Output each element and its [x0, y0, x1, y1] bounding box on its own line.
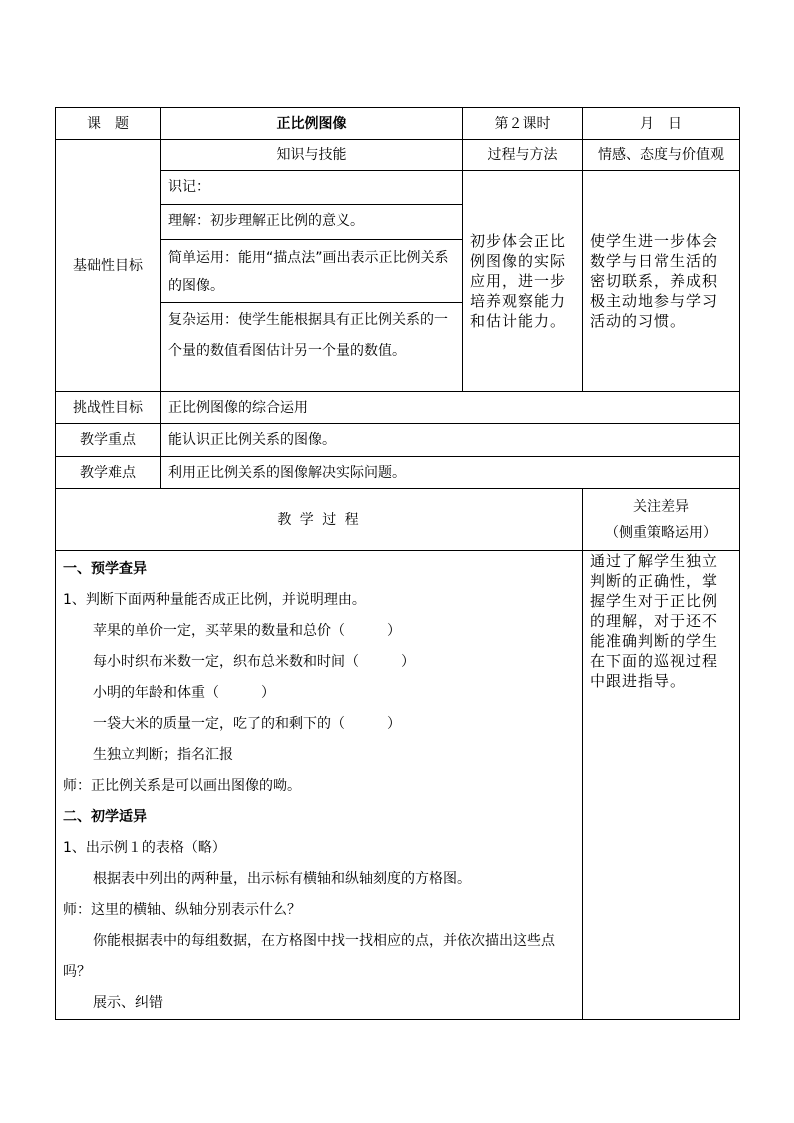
knowledge-item-understand: 理解：初步理解正比例的意义。 [161, 204, 462, 239]
challenge-label: 挑战性目标 [56, 392, 161, 424]
process-body-row [56, 551, 740, 1020]
section1-title: 一、预学查异 [63, 561, 147, 577]
difficulty-row [56, 457, 740, 489]
section1-teacher: 师：正比例关系是可以画出图像的呦。 [63, 778, 301, 794]
lesson-title: 正比例图像 [161, 108, 463, 140]
difficulty-label: 教学难点 [56, 457, 161, 489]
section1-item: 每小时织布米数一定，织布总米数和时间（ ） [93, 654, 415, 670]
section1-question: 1、判断下面两种量能否成正比例，并说明理由。 [63, 592, 366, 608]
key-point-row [56, 424, 740, 457]
knowledge-cell [161, 171, 463, 392]
lesson-label: 课 题 [56, 108, 161, 140]
difficulty-text: 利用正比例关系的图像解决实际问题。 [161, 457, 740, 489]
basic-goals-label: 基础性目标 [56, 140, 161, 392]
lesson-plan-table [55, 107, 740, 1020]
section2-line: 展示、纠错 [93, 995, 163, 1011]
col-emotion: 情感、态度与价值观 [583, 140, 740, 171]
section2-question: 1、出示例１的表格（略） [63, 840, 226, 856]
section1-item: 小明的年龄和体重（ ） [93, 685, 275, 701]
lesson-period: 第２课时 [463, 108, 583, 140]
section1-item: 苹果的单价一定，买苹果的数量和总价（ ） [93, 623, 401, 639]
goal-columns-row [56, 140, 740, 171]
challenge-text: 正比例图像的综合运用 [161, 392, 740, 424]
key-point-label: 教学重点 [56, 424, 161, 457]
knowledge-item-simple: 简单运用：能用“描点法”画出表示正比例关系的图像。 [161, 239, 462, 302]
process-body [56, 551, 583, 1020]
side-header-line1: 关注差异 [633, 498, 689, 515]
section2-line: 根据表中列出的两种量，出示标有横轴和纵轴刻度的方格图。 [93, 871, 471, 887]
col-knowledge: 知识与技能 [161, 140, 463, 171]
side-note: 通过了解学生独立判断的正确性，掌握学生对于正比例的理解，对于还不能准确判断的学生在下面的巡视过程中跟进指导。 [583, 551, 740, 1020]
col-process: 过程与方法 [463, 140, 583, 171]
section2-title: 二、初学适异 [63, 809, 147, 825]
process-title: 教 学 过 程 [56, 489, 583, 551]
header-row [56, 108, 740, 140]
side-header-line2: （侧重策略运用） [605, 524, 717, 541]
section2-teacher: 师：这里的横轴、纵轴分别表示什么？ [63, 902, 301, 918]
process-header-row [56, 489, 740, 551]
process-goal-text: 初步体会正比例图像的实际应用，进一步培养观察能力和估计能力。 [463, 171, 583, 392]
lesson-date: 月 日 [583, 108, 740, 140]
section1-item: 生独立判断；指名汇报 [93, 747, 233, 763]
key-point-text: 能认识正比例关系的图像。 [161, 424, 740, 457]
process-side-header [583, 489, 740, 551]
section2-line: 你能根据表中的每组数据，在方格图中找一找相应的点，并依次描出这些点吗？ [63, 933, 555, 980]
emotion-goal-text: 使学生进一步体会数学与日常生活的密切联系，养成积极主动地参与学习活动的习惯。 [583, 171, 740, 392]
knowledge-item-complex: 复杂运用：使学生能根据具有正比例关系的一个量的数值看图估计另一个量的数值。 [161, 302, 462, 371]
knowledge-item-recall: 识记： [168, 179, 210, 195]
section1-item: 一袋大米的质量一定，吃了的和剩下的（ ） [93, 716, 401, 732]
challenge-row [56, 392, 740, 424]
